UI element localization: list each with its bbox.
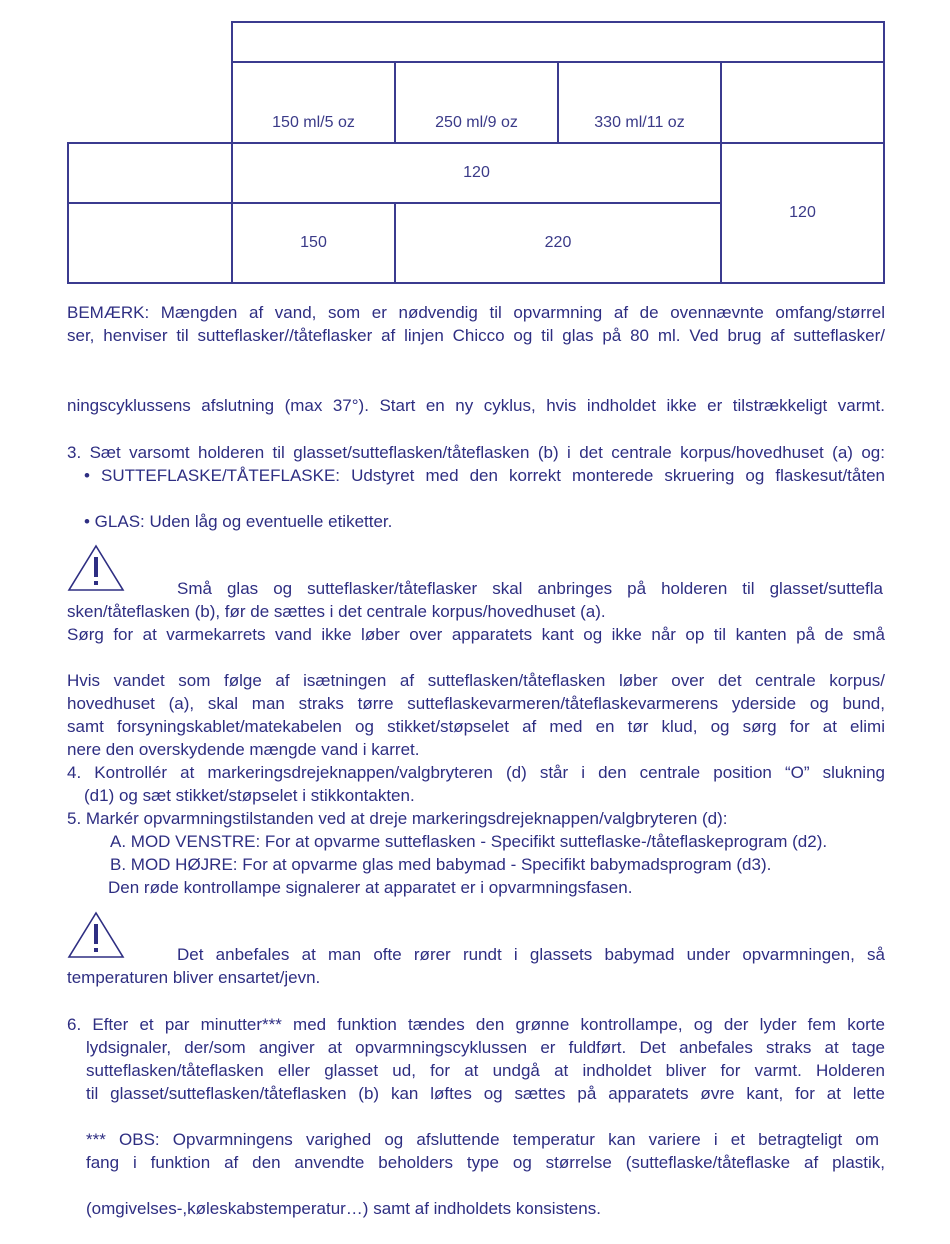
note-line-1: BEMÆRK: Mængden af vand, som er nødvendig til opvarmning af de ovennævnte omfang/størrel	[67, 303, 885, 322]
step3-glass: • GLAS: Uden låg og eventuelle etiketter.	[84, 512, 393, 531]
obs-line-3: (omgivelses-,køleskabstemperatur…) samt af indholdets konsistens.	[86, 1199, 601, 1218]
warning1-line-2: sken/tåteflasken (b), før de sættes i det centrale korpus/hovedhuset (a).	[67, 602, 606, 621]
row2-value-220: 220	[544, 234, 572, 251]
overflow-line-4: nere den overskydende mængde vand i karret.	[67, 740, 420, 759]
warning1-line-1: Små glas og sutteflasker/tåteflasker skal anbringes på holderen til glasset/suttefla	[177, 579, 883, 598]
warning-triangle-icon-2	[67, 910, 125, 960]
row1-value: 120	[463, 164, 490, 181]
step4-line-2: (d1) og sæt stikket/støpselet i stikkontakten.	[84, 786, 415, 805]
overflow-line-2: hovedhuset (a), skal man straks tørre sutteflaskevarmeren/tåteflaskevarmerens yderside og bund,	[67, 694, 885, 713]
warning2-line-2: temperaturen bliver ensartet/jevn.	[67, 968, 321, 987]
obs-line-1: *** OBS: Opvarmningens varighed og afsluttende temperatur kan variere i et betragteligt om	[86, 1130, 879, 1149]
cycle-line: ningscyklussens afslutning (max 37°). Start en ny cyklus, hvis indholdet ikke er tilstrækkeligt varmt.	[67, 396, 885, 415]
header-330ml: 330 ml/11 oz	[594, 114, 685, 131]
step5-option-a: A. MOD VENSTRE: For at opvarme sutteflasken - Specifikt sutteflaske-/tåteflaskeprogram (d2).	[110, 832, 828, 851]
step6-line-2: lydsignaler, der/som angiver at opvarmningscyklussen er fuldført. Det anbefales straks at tage	[86, 1038, 885, 1057]
row2-value-150: 150	[300, 234, 327, 251]
warning1-line-3: Sørg for at varmekarrets vand ikke løber over apparatets kant og ikke når op til kanten på de små	[67, 625, 885, 644]
step6-line-1: 6. Efter et par minutter*** med funktion tændes den grønne kontrollampe, og der lyder fem korte	[67, 1015, 885, 1034]
right-value: 120	[789, 204, 816, 221]
step3-title: 3. Sæt varsomt holderen til glasset/sutteflasken/tåteflasken (b) i det centrale korpus/hovedhuset (a) og:	[67, 443, 885, 462]
step5-option-b: B. MOD HØJRE: For at opvarme glas med babymad - Specifikt babymadsprogram (d3).	[110, 855, 772, 874]
warning2-line-1: Det anbefales at man ofte rører rundt i glassets babymad under opvarmningen, så	[177, 945, 885, 964]
step4-line-1: 4. Kontrollér at markeringsdrejeknappen/valgbryteren (d) står i den centrale position “O” slukning	[67, 763, 885, 782]
warning-triangle-icon	[67, 543, 125, 593]
header-250ml: 250 ml/9 oz	[435, 114, 518, 131]
note-line-2: ser, henviser til sutteflasker//tåteflasker af linjen Chicco og til glas på 80 ml. Ved brug af sutteflasker/	[67, 326, 885, 345]
step3-bottle: • SUTTEFLASKE/TÅTEFLASKE: Udstyret med den korrekt monterede skruering og flaskesut/tåten	[84, 466, 885, 485]
step6-line-4: til glasset/sutteflasken/tåteflasken (b) kan løftes og sættes på apparatets øvre kant, for at lette	[86, 1084, 885, 1103]
overflow-line-1: Hvis vandet som følge af isætningen af sutteflasken/tåteflasken løber over det centrale korpus/	[67, 671, 885, 690]
step6-line-3: sutteflasken/tåteflasken eller glasset ud, for at undgå at indholdet bliver for varmt. Holderen	[86, 1061, 885, 1080]
obs-line-2: fang i funktion af den anvendte beholders type og størrelse (sutteflaske/tåteflaske af plastik,	[86, 1153, 885, 1172]
step5-title: 5. Markér opvarmningstilstanden ved at dreje markeringsdrejeknappen/valgbryteren (d):	[67, 809, 728, 828]
header-150ml: 150 ml/5 oz	[272, 114, 355, 131]
overflow-line-3: samt forsyningskablet/matekabelen og stikket/støpselet af med en tør klud, og sørg for at elimi	[67, 717, 885, 736]
step5-lamp: Den røde kontrollampe signalerer at apparatet er i opvarmningsfasen.	[108, 878, 633, 897]
